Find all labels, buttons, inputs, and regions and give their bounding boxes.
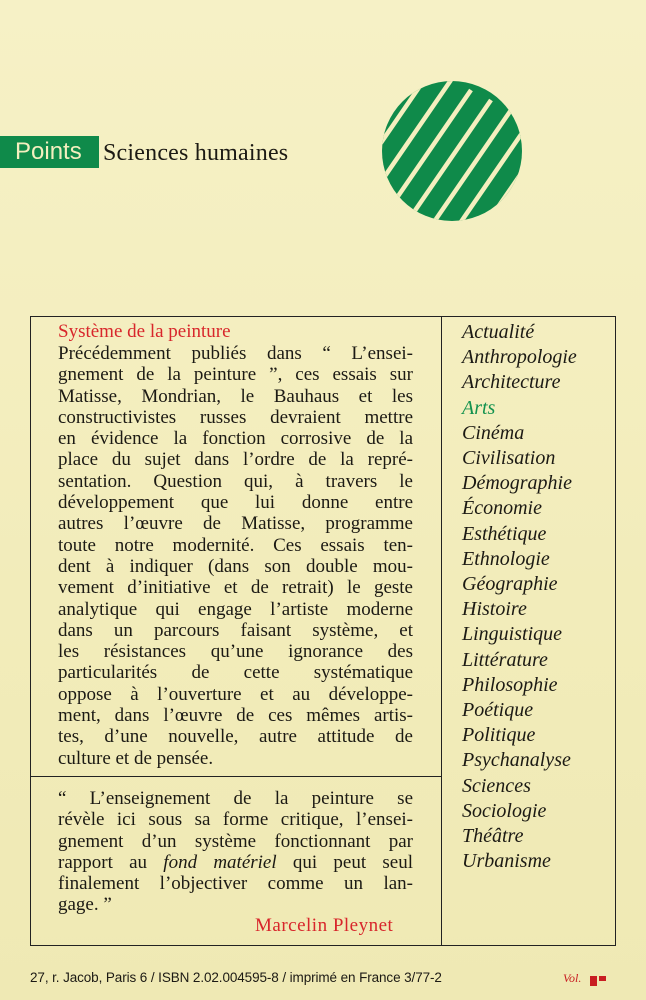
text-line: révèle ici sous sa forme critique, l’ensei- <box>58 809 413 831</box>
topic-item: Démographie <box>462 472 572 495</box>
topic-item: Littérature <box>462 648 548 671</box>
text-line: gage. ” <box>58 894 112 916</box>
quote-author: Marcelin Pleynet <box>255 915 394 936</box>
text-line: gnement d’un système fonctionnant par <box>58 830 413 852</box>
topic-item: Sciences <box>462 774 531 797</box>
text-line: développement que lui donne entre <box>58 492 413 514</box>
topic-item: Architecture <box>462 371 561 394</box>
text-line: culture et de pensée. <box>58 747 214 769</box>
text-line: place du sujet dans l’ordre de la repré- <box>58 449 413 471</box>
imprint-line: 27, r. Jacob, Paris 6 / ISBN 2.02.004595-8 / imprimé en France 3/77-2 <box>30 970 442 985</box>
text-line: les résistances qu’une ignorance des <box>58 641 413 663</box>
summary-section <box>58 321 413 769</box>
volume-marks <box>590 976 616 981</box>
text-line: autres l’œuvre de Matisse, programme <box>58 513 413 535</box>
text-line: dans un parcours faisant système, et <box>58 619 413 641</box>
topic-item: Politique <box>462 724 536 747</box>
book-title: Système de la peinture <box>58 321 231 342</box>
quote-text <box>58 788 413 916</box>
text-line: oppose à l’ouverture et au développe- <box>58 683 413 705</box>
quote-section <box>58 788 413 916</box>
section-divider <box>30 776 442 777</box>
topic-item: Civilisation <box>462 447 556 470</box>
text-line: Précédemment publiés dans “ L’ensei- <box>58 343 413 364</box>
collection-title: Sciences humaines <box>103 140 289 166</box>
series-name: Points <box>15 138 82 165</box>
text-line: gnement de la peinture ”, ces essais sur <box>58 364 413 386</box>
text-line: Matisse, Mondrian, le Bauhaus et les <box>58 385 413 407</box>
text-line: dent à indiquer (dans son double mou- <box>58 555 413 577</box>
text-line: constructivistes russes devraient mettre <box>58 406 413 428</box>
topic-item: Géographie <box>462 573 558 596</box>
topic-item: Cinéma <box>462 421 525 444</box>
striped-circle-logo-icon <box>381 80 523 222</box>
topic-item: Théâtre <box>462 825 524 848</box>
text-line: en évidence la fonction corrosive de la <box>58 428 413 450</box>
text-line: analytique qui engage l’artiste moderne <box>58 598 413 620</box>
text-line: tes, d’une nouvelle, autre attitude de <box>58 726 413 748</box>
topic-item: Esthétique <box>462 522 547 545</box>
summary-text <box>58 343 413 769</box>
topic-item: Anthropologie <box>462 346 577 369</box>
topic-list <box>462 320 612 874</box>
text-line: rapport au fond matériel qui peut seul <box>58 851 413 873</box>
text-line: ment, dans l’œuvre de ces mêmes artis- <box>58 705 413 727</box>
topic-item: Ethnologie <box>462 547 550 570</box>
topic-item: Sociologie <box>462 799 547 822</box>
topic-item: Économie <box>462 497 542 520</box>
topic-item: Philosophie <box>462 673 558 696</box>
text-line: sentation. Question qui, à travers le <box>58 470 413 492</box>
topic-item: Urbanisme <box>462 850 551 873</box>
topic-item: Arts <box>462 396 496 419</box>
column-divider <box>441 316 442 946</box>
text-line: “ L’enseignement de la peinture se <box>58 788 413 809</box>
topic-item: Linguistique <box>462 623 563 646</box>
topic-item: Histoire <box>462 598 527 621</box>
text-line: toute notre modernité. Ces essais ten- <box>58 534 413 556</box>
topic-item: Actualité <box>462 321 535 343</box>
text-line: finalement l’objectiver comme un lan- <box>58 873 413 895</box>
text-line: vement d’initiative et de retrait) le geste <box>58 577 413 599</box>
topic-item: Poétique <box>462 699 534 722</box>
text-line: particularités de cette systématique <box>58 662 413 684</box>
volume-label: Vol. <box>563 971 582 985</box>
topic-item: Psychanalyse <box>462 749 571 772</box>
